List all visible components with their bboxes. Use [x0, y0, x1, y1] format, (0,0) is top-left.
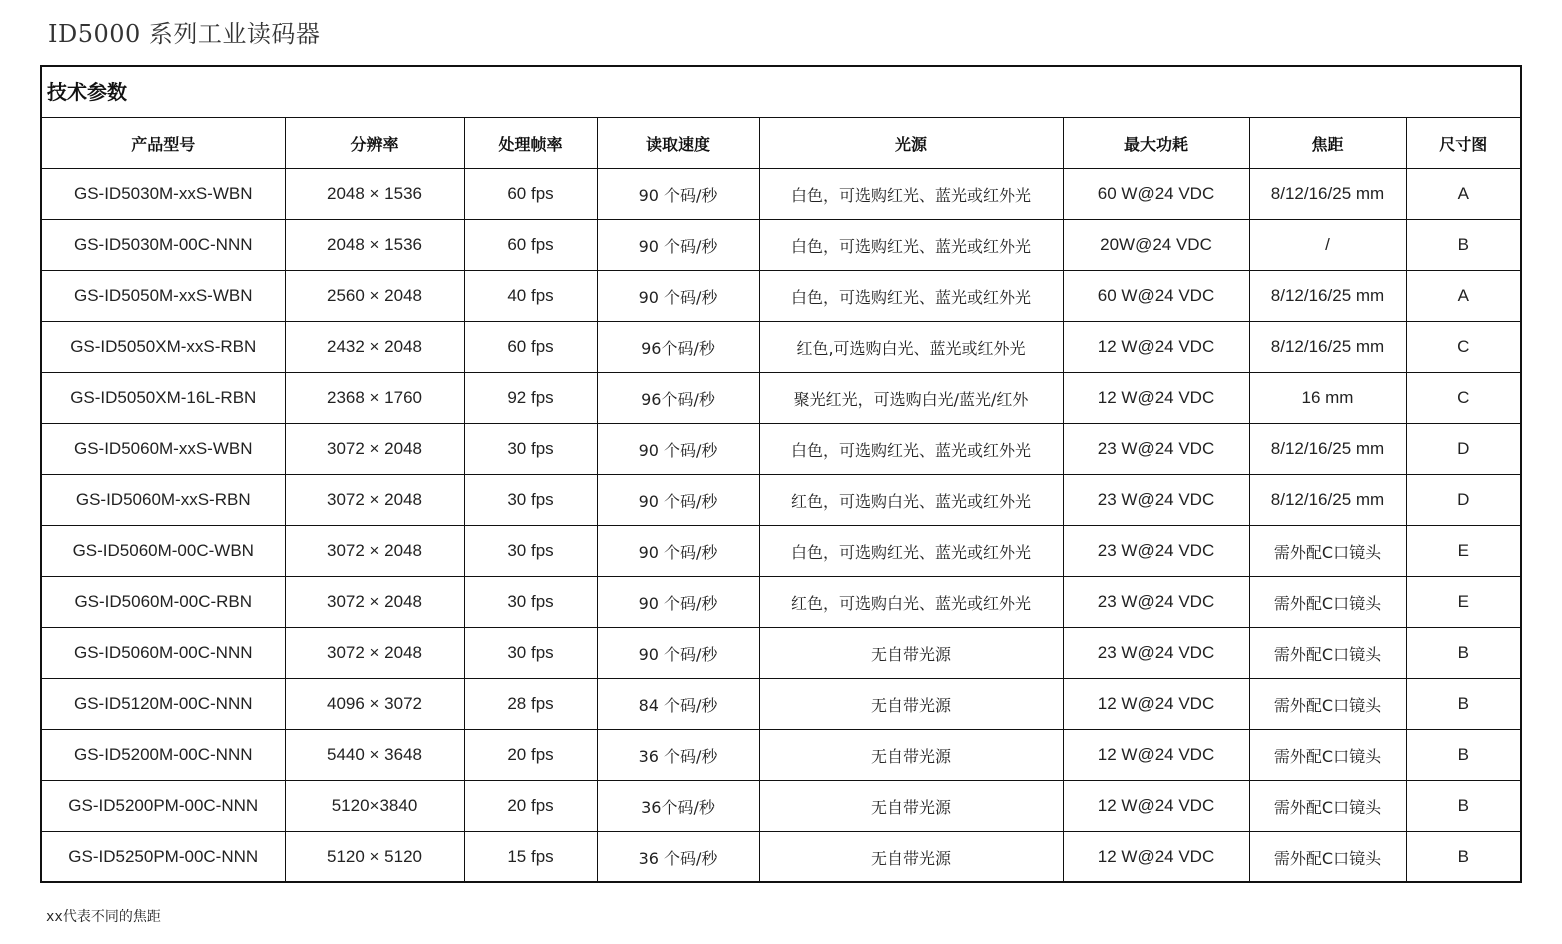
table-body	[42, 169, 1520, 883]
cell-model: GS-ID5250PM-00C-NNN	[42, 832, 285, 883]
cell-frame-rate: 30 fps	[464, 526, 597, 577]
cell-model: GS-ID5060M-xxS-RBN	[42, 475, 285, 526]
header-model: 产品型号	[42, 118, 285, 169]
cell-resolution: 5440 × 3648	[285, 730, 464, 781]
cell-model: GS-ID5060M-00C-NNN	[42, 628, 285, 679]
cell-max-power: 23 W@24 VDC	[1063, 628, 1249, 679]
cell-resolution: 3072 × 2048	[285, 628, 464, 679]
cell-dimension-drawing: B	[1406, 679, 1520, 730]
cell-light-source: 白色，可选购红光、蓝光或红外光	[759, 169, 1063, 220]
table-header	[42, 118, 1520, 169]
cell-read-speed: 36个码/秒	[597, 781, 759, 832]
cell-dimension-drawing: E	[1406, 526, 1520, 577]
cell-focal-length: 8/12/16/25 mm	[1249, 424, 1406, 475]
cell-max-power: 23 W@24 VDC	[1063, 526, 1249, 577]
cell-max-power: 12 W@24 VDC	[1063, 373, 1249, 424]
table-row	[42, 475, 1520, 526]
cell-model: GS-ID5030M-xxS-WBN	[42, 169, 285, 220]
header-row	[42, 118, 1520, 169]
table-row	[42, 169, 1520, 220]
cell-focal-length: 需外配C口镜头	[1249, 781, 1406, 832]
cell-frame-rate: 60 fps	[464, 220, 597, 271]
table-row	[42, 373, 1520, 424]
cell-dimension-drawing: C	[1406, 322, 1520, 373]
cell-dimension-drawing: B	[1406, 781, 1520, 832]
cell-frame-rate: 60 fps	[464, 322, 597, 373]
cell-max-power: 12 W@24 VDC	[1063, 832, 1249, 883]
cell-frame-rate: 30 fps	[464, 628, 597, 679]
cell-read-speed: 90 个码/秒	[597, 169, 759, 220]
cell-light-source: 聚光红光，可选购白光/蓝光/红外	[759, 373, 1063, 424]
cell-light-source: 白色，可选购红光、蓝光或红外光	[759, 271, 1063, 322]
cell-model: GS-ID5050XM-16L-RBN	[42, 373, 285, 424]
cell-model: GS-ID5060M-00C-WBN	[42, 526, 285, 577]
cell-focal-length: 8/12/16/25 mm	[1249, 475, 1406, 526]
header-max-power: 最大功耗	[1063, 118, 1249, 169]
cell-model: GS-ID5120M-00C-NNN	[42, 679, 285, 730]
cell-focal-length: 8/12/16/25 mm	[1249, 322, 1406, 373]
cell-read-speed: 90 个码/秒	[597, 424, 759, 475]
cell-light-source: 无自带光源	[759, 679, 1063, 730]
cell-dimension-drawing: C	[1406, 373, 1520, 424]
cell-resolution: 2048 × 1536	[285, 169, 464, 220]
cell-light-source: 白色，可选购红光、蓝光或红外光	[759, 526, 1063, 577]
cell-read-speed: 90 个码/秒	[597, 475, 759, 526]
cell-resolution: 3072 × 2048	[285, 424, 464, 475]
cell-dimension-drawing: B	[1406, 730, 1520, 781]
cell-model: GS-ID5060M-xxS-WBN	[42, 424, 285, 475]
page-title: ID5000 系列工业读码器	[48, 20, 321, 48]
cell-read-speed: 84 个码/秒	[597, 679, 759, 730]
cell-max-power: 23 W@24 VDC	[1063, 475, 1249, 526]
cell-resolution: 3072 × 2048	[285, 475, 464, 526]
cell-resolution: 3072 × 2048	[285, 577, 464, 628]
cell-model: GS-ID5200PM-00C-NNN	[42, 781, 285, 832]
cell-dimension-drawing: B	[1406, 628, 1520, 679]
table-row	[42, 526, 1520, 577]
cell-resolution: 4096 × 3072	[285, 679, 464, 730]
cell-resolution: 2048 × 1536	[285, 220, 464, 271]
cell-focal-length: 需外配C口镜头	[1249, 730, 1406, 781]
cell-dimension-drawing: D	[1406, 424, 1520, 475]
cell-read-speed: 90 个码/秒	[597, 220, 759, 271]
cell-focal-length: 需外配C口镜头	[1249, 526, 1406, 577]
cell-frame-rate: 40 fps	[464, 271, 597, 322]
spec-table	[42, 118, 1520, 882]
header-dimension-drawing: 尺寸图	[1406, 118, 1520, 169]
section-title: 技术参数	[42, 67, 1520, 118]
cell-frame-rate: 30 fps	[464, 577, 597, 628]
cell-light-source: 红色，可选购白光、蓝光或红外光	[759, 475, 1063, 526]
cell-light-source: 无自带光源	[759, 730, 1063, 781]
cell-dimension-drawing: A	[1406, 169, 1520, 220]
cell-dimension-drawing: A	[1406, 271, 1520, 322]
cell-light-source: 红色,可选购白光、蓝光或红外光	[759, 322, 1063, 373]
cell-model: GS-ID5050M-xxS-WBN	[42, 271, 285, 322]
table-row	[42, 832, 1520, 883]
cell-max-power: 12 W@24 VDC	[1063, 679, 1249, 730]
header-resolution: 分辨率	[285, 118, 464, 169]
header-frame-rate: 处理帧率	[464, 118, 597, 169]
cell-model: GS-ID5200M-00C-NNN	[42, 730, 285, 781]
cell-dimension-drawing: B	[1406, 220, 1520, 271]
cell-light-source: 无自带光源	[759, 628, 1063, 679]
footnote: xx代表不同的焦距	[46, 909, 161, 925]
table-row	[42, 679, 1520, 730]
cell-focal-length: 需外配C口镜头	[1249, 628, 1406, 679]
cell-read-speed: 36 个码/秒	[597, 730, 759, 781]
cell-focal-length: 8/12/16/25 mm	[1249, 271, 1406, 322]
cell-max-power: 23 W@24 VDC	[1063, 424, 1249, 475]
cell-frame-rate: 28 fps	[464, 679, 597, 730]
table-row	[42, 577, 1520, 628]
table-row	[42, 424, 1520, 475]
cell-max-power: 12 W@24 VDC	[1063, 781, 1249, 832]
cell-model: GS-ID5060M-00C-RBN	[42, 577, 285, 628]
cell-read-speed: 90 个码/秒	[597, 577, 759, 628]
cell-frame-rate: 20 fps	[464, 781, 597, 832]
table-row	[42, 271, 1520, 322]
cell-focal-length: 16 mm	[1249, 373, 1406, 424]
cell-light-source: 无自带光源	[759, 832, 1063, 883]
cell-focal-length: 需外配C口镜头	[1249, 832, 1406, 883]
cell-frame-rate: 92 fps	[464, 373, 597, 424]
table-row	[42, 628, 1520, 679]
table-row	[42, 730, 1520, 781]
cell-max-power: 60 W@24 VDC	[1063, 169, 1249, 220]
cell-resolution: 2368 × 1760	[285, 373, 464, 424]
cell-frame-rate: 15 fps	[464, 832, 597, 883]
cell-dimension-drawing: B	[1457, 847, 1469, 866]
table-row	[42, 781, 1520, 832]
cell-focal-length: 需外配C口镜头	[1249, 679, 1406, 730]
cell-frame-rate: 30 fps	[464, 424, 597, 475]
cell-read-speed: 36 个码/秒	[597, 832, 759, 883]
cell-resolution: 5120×3840	[285, 781, 464, 832]
header-read-speed: 读取速度	[597, 118, 759, 169]
header-focal-length: 焦距	[1249, 118, 1406, 169]
cell-dimension-drawing: E	[1406, 577, 1520, 628]
cell-max-power: 60 W@24 VDC	[1063, 271, 1249, 322]
cell-focal-length: 8/12/16/25 mm	[1249, 169, 1406, 220]
cell-resolution: 2560 × 2048	[285, 271, 464, 322]
cell-light-source: 白色，可选购红光、蓝光或红外光	[759, 220, 1063, 271]
cell-light-source: 红色，可选购白光、蓝光或红外光	[759, 577, 1063, 628]
cell-max-power: 12 W@24 VDC	[1063, 322, 1249, 373]
cell-resolution: 3072 × 2048	[285, 526, 464, 577]
cell-read-speed: 90 个码/秒	[597, 271, 759, 322]
cell-dimension-drawing: D	[1406, 475, 1520, 526]
cell-model: GS-ID5030M-00C-NNN	[42, 220, 285, 271]
header-light-source: 光源	[759, 118, 1063, 169]
spec-table-container	[40, 65, 1522, 883]
cell-light-source: 白色，可选购红光、蓝光或红外光	[759, 424, 1063, 475]
cell-frame-rate: 60 fps	[464, 169, 597, 220]
table-row	[42, 322, 1520, 373]
cell-resolution: 5120 × 5120	[285, 832, 464, 883]
cell-frame-rate: 20 fps	[464, 730, 597, 781]
cell-read-speed: 96个码/秒	[597, 322, 759, 373]
table-row	[42, 220, 1520, 271]
cell-max-power: 20W@24 VDC	[1063, 220, 1249, 271]
cell-read-speed: 90 个码/秒	[597, 526, 759, 577]
cell-model: GS-ID5050XM-xxS-RBN	[42, 322, 285, 373]
cell-focal-length: /	[1249, 220, 1406, 271]
cell-focal-length: 需外配C口镜头	[1249, 577, 1406, 628]
cell-read-speed: 90 个码/秒	[597, 628, 759, 679]
cell-max-power: 12 W@24 VDC	[1063, 730, 1249, 781]
cell-resolution: 2432 × 2048	[285, 322, 464, 373]
cell-read-speed: 96个码/秒	[597, 373, 759, 424]
cell-frame-rate: 30 fps	[464, 475, 597, 526]
cell-max-power: 23 W@24 VDC	[1063, 577, 1249, 628]
cell-light-source: 无自带光源	[759, 781, 1063, 832]
